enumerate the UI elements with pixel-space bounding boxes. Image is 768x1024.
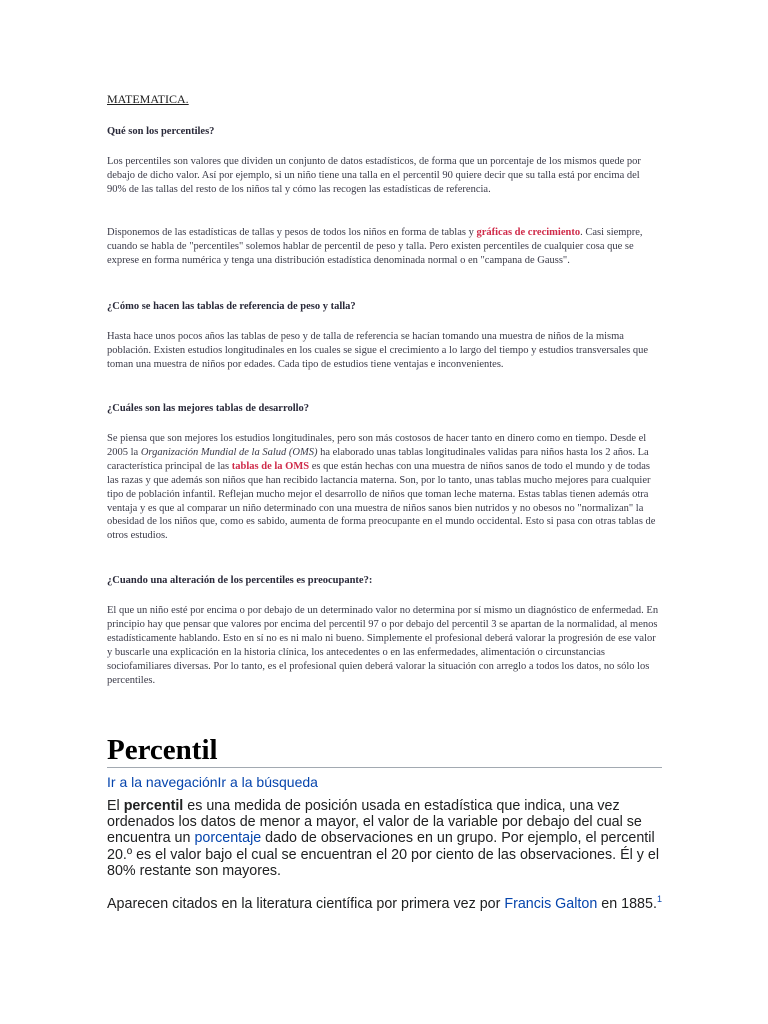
paragraph-2-text-a: Disponemos de las estadísticas de tallas y pesos de todos los niños en forma de tablas y bbox=[107, 227, 477, 238]
wiki-p1-text-c: dado de observaciones en un grupo. Por ejemplo, el percentil 20.º es el valor bajo el cual se encuentran el 20 por ciento de las observaciones. Él y el 80% restante son mayores. bbox=[107, 830, 660, 879]
link-porcentaje[interactable]: porcentaje bbox=[194, 830, 262, 847]
paragraph-4-text-c: es que están hechas con una muestra de niños sanos de todo el mundo y de todas las razas y que además son niños que han recibido lactancia materna. Son, por lo tanto, unas tablas mucho mejores para cualquier tipo de población infantil. Reflejan mucho mejor el desarrollo de niños que toman leche materna. Estas tablas tienen además otra ventaja y es que al comparar un niño determinado con una muestra de niños sanos bien nutridos y no obesos no "normalizan" la obesidad de los niños que, como es sabido, aumenta de forma preocupante en el mundo occidental. Esto si pasa con otras tablas de otros estudios. bbox=[107, 460, 656, 542]
title-divider bbox=[107, 767, 662, 768]
wiki-p1-text-a: El bbox=[107, 798, 124, 814]
question-heading-3: ¿Cuáles son las mejores tablas de desarrollo? bbox=[107, 403, 310, 414]
paragraph-5: El que un niño esté por encima o por debajo de un determinado valor no determina por sí mismo un diagnóstico de enfermedad. En principio hay que pensar que valores por encima del percentil 97 o por debajo del percentil 3 se apartan de la normalidad, al menos estadísticamente hablando. Esto en sí no es ni malo ni bueno. Simplemente el profesional deberá valorar la progresión de ese valor y buscarle una explicación en la historia clínica, los antecedentes o en las enfermedades, alimentación o circunstancias sociofamiliares diversas. Por lo tanto, es el profesional quien deberá valorar la situación con arreglo a todos los datos, no sólo los percentiles. bbox=[107, 605, 659, 686]
link-francis-galton[interactable]: Francis Galton bbox=[504, 896, 598, 912]
paragraph-2 bbox=[107, 226, 659, 268]
wiki-paragraph-2 bbox=[107, 896, 663, 912]
paragraph-1: Los percentiles son valores que dividen un conjunto de datos estadísticos, de forma que un porcentaje de los mismos quede por debajo de dicho valor. Así por ejemplo, si un niño tiene una talla en el percentil 90 quiere decir que su talla está por encima del 90% de las tallas del resto de los niños tal y cómo las recogen las estadísticas de referencia. bbox=[107, 156, 641, 195]
wiki-p2-text-b: en 1885. bbox=[597, 896, 657, 912]
question-heading-1: Qué son los percentiles? bbox=[107, 126, 215, 137]
paragraph-4 bbox=[107, 432, 659, 543]
wiki-title: Percentil bbox=[107, 734, 218, 766]
navigation-search-link[interactable]: Ir a la navegaciónIr a la búsqueda bbox=[107, 774, 318, 790]
reference-link[interactable]: 1 bbox=[656, 894, 662, 905]
wiki-p1-text-b: es una medida de posición usada en estadística que indica, una vez ordenados los datos de menor a mayor, el valor de la variable por debajo del cual se encuentra un bbox=[107, 798, 642, 847]
wiki-term-percentil: percentil bbox=[123, 798, 184, 814]
paragraph-4-text-b: ha elaborado unas tablas longitudinales validas para niños hasta los 2 años. La característica principal de las bbox=[107, 446, 649, 472]
paragraph-4-text-a: Se piensa que son mejores los estudios longitudinales, pero son más costosos de hacer tanto en dinero como en tiempo. Desde el 2005 la bbox=[107, 433, 647, 458]
question-heading-4: ¿Cuando una alteración de los percentiles es preocupante?: bbox=[107, 575, 373, 586]
wiki-p2-text-a: Aparecen citados en la literatura científica por primera vez por bbox=[107, 896, 505, 912]
question-heading-2: ¿Cómo se hacen las tablas de referencia de peso y talla? bbox=[107, 301, 356, 312]
paragraph-2-text-b: . Casi siempre, cuando se habla de "percentiles" solemos hablar de percentil de peso y talla. Pero existen percentiles de cualquier cosa que se exprese en forma numérica y tenga una distribución estadística denominada normal o en "campana de Gauss". bbox=[107, 227, 643, 266]
link-graficas-crecimiento[interactable]: gráficas de crecimiento bbox=[476, 227, 581, 238]
paragraph-3: Hasta hace unos pocos años las tablas de peso y de talla de referencia se hacían tomando una muestra de niños de la misma población. Existen estudios longitudinales en los cuales se sigue el crecimiento a lo largo del tiempo y estudios transversales que toman una muestra de niños por edades. Cada tipo de estudios tiene ventajas e inconvenientes. bbox=[107, 331, 649, 370]
oms-name: Organización Mundial de la Salud (OMS) bbox=[140, 446, 318, 458]
link-tablas-oms[interactable]: tablas de la OMS bbox=[231, 460, 310, 472]
wiki-paragraph-1 bbox=[107, 798, 663, 879]
document-title: MATEMATICA. bbox=[107, 92, 189, 106]
